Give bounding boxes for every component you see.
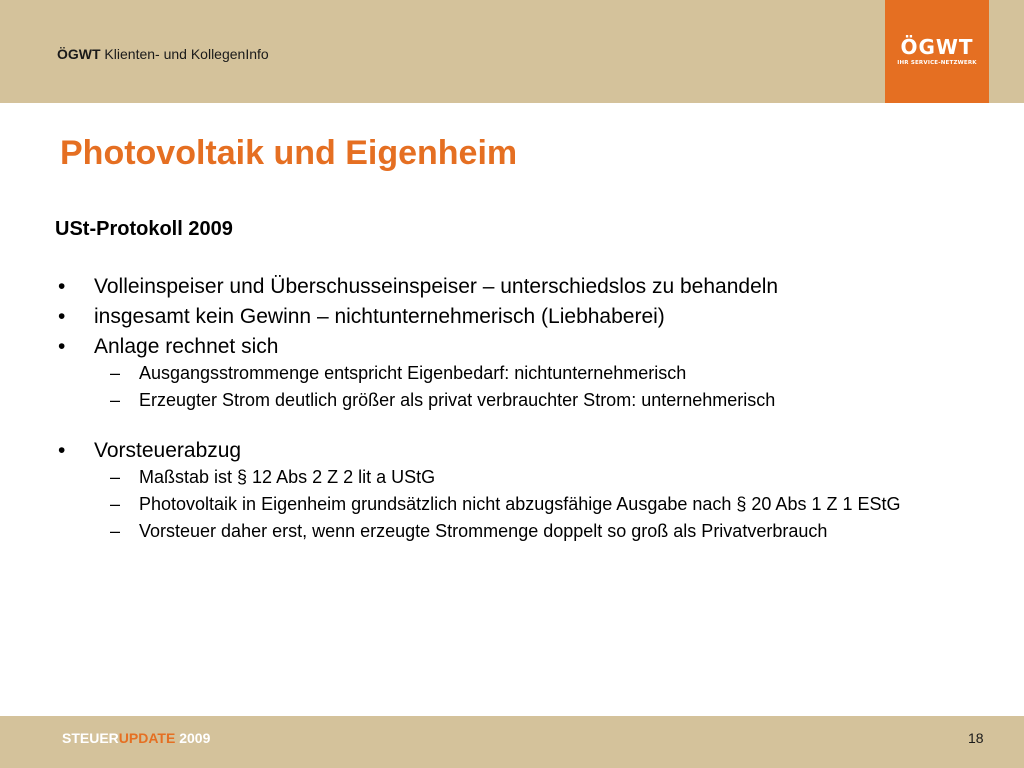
sub-bullet-item (55, 466, 975, 488)
dash-marker: – (110, 390, 121, 410)
dash-marker: – (110, 494, 121, 514)
bullet-text: Volleinspeiser und Überschusseinspeiser – unterschiedslos zu behandeln (94, 275, 779, 298)
sub-bullet-text: Ausgangsstrommenge entspricht Eigenbedarf: nichtunternehmerisch (139, 363, 687, 383)
bullet-text: Vorsteuerabzug (94, 439, 242, 462)
header-subtitle: Klienten- und KollegenInfo (100, 46, 269, 62)
bullet-item (55, 332, 975, 362)
slide-subheading: USt-Protokoll 2009 (55, 218, 233, 240)
bullet-item (55, 272, 975, 302)
logo-inner (894, 34, 980, 70)
bullet-item (55, 436, 975, 466)
sub-bullet-item (55, 493, 975, 515)
bullet-item (55, 302, 975, 332)
slide-title: Photovoltaik und Eigenheim (60, 134, 518, 172)
sub-bullet-text: Photovoltaik in Eigenheim grundsätzlich nicht abzugsfähige Ausgabe nach § 20 Abs 1 Z 1 EStG (139, 494, 901, 514)
sub-bullet-text: Erzeugter Strom deutlich größer als privat verbrauchter Strom: unternehmerisch (139, 390, 776, 410)
logo-wordmark: ÖGWT (900, 35, 974, 59)
footer-year: 2009 (175, 730, 211, 746)
dash-marker: – (110, 467, 121, 487)
bullet-marker: • (58, 335, 66, 358)
logo-tagline: IHR SERVICE-NETZWERK (897, 60, 977, 66)
sub-bullet-text: Maßstab ist § 12 Abs 2 Z 2 lit a UStG (139, 467, 436, 487)
header-text (57, 46, 269, 62)
sub-bullet-item (55, 389, 975, 411)
sub-bullet-item (55, 520, 975, 542)
sub-bullet-item (55, 362, 975, 384)
header-brand: ÖGWT (57, 46, 101, 62)
oegwt-logo (885, 0, 989, 103)
sub-bullet-text: Vorsteuer daher erst, wenn erzeugte Strommenge doppelt so groß als Privatverbrauch (139, 521, 828, 541)
slide-content (55, 218, 975, 547)
bullet-marker: • (58, 439, 66, 462)
spacer (55, 416, 975, 436)
footer-label (62, 730, 210, 746)
bullet-marker: • (58, 305, 66, 328)
bullet-marker: • (58, 275, 66, 298)
bullet-text: insgesamt kein Gewinn – nichtunternehmerisch (Liebhaberei) (94, 305, 665, 328)
footer-steuer: STEUER (62, 730, 119, 746)
dash-marker: – (110, 521, 121, 541)
page-number: 18 (968, 730, 984, 746)
bullet-text: Anlage rechnet sich (94, 335, 279, 358)
footer-update: UPDATE (118, 730, 176, 746)
dash-marker: – (110, 363, 121, 383)
